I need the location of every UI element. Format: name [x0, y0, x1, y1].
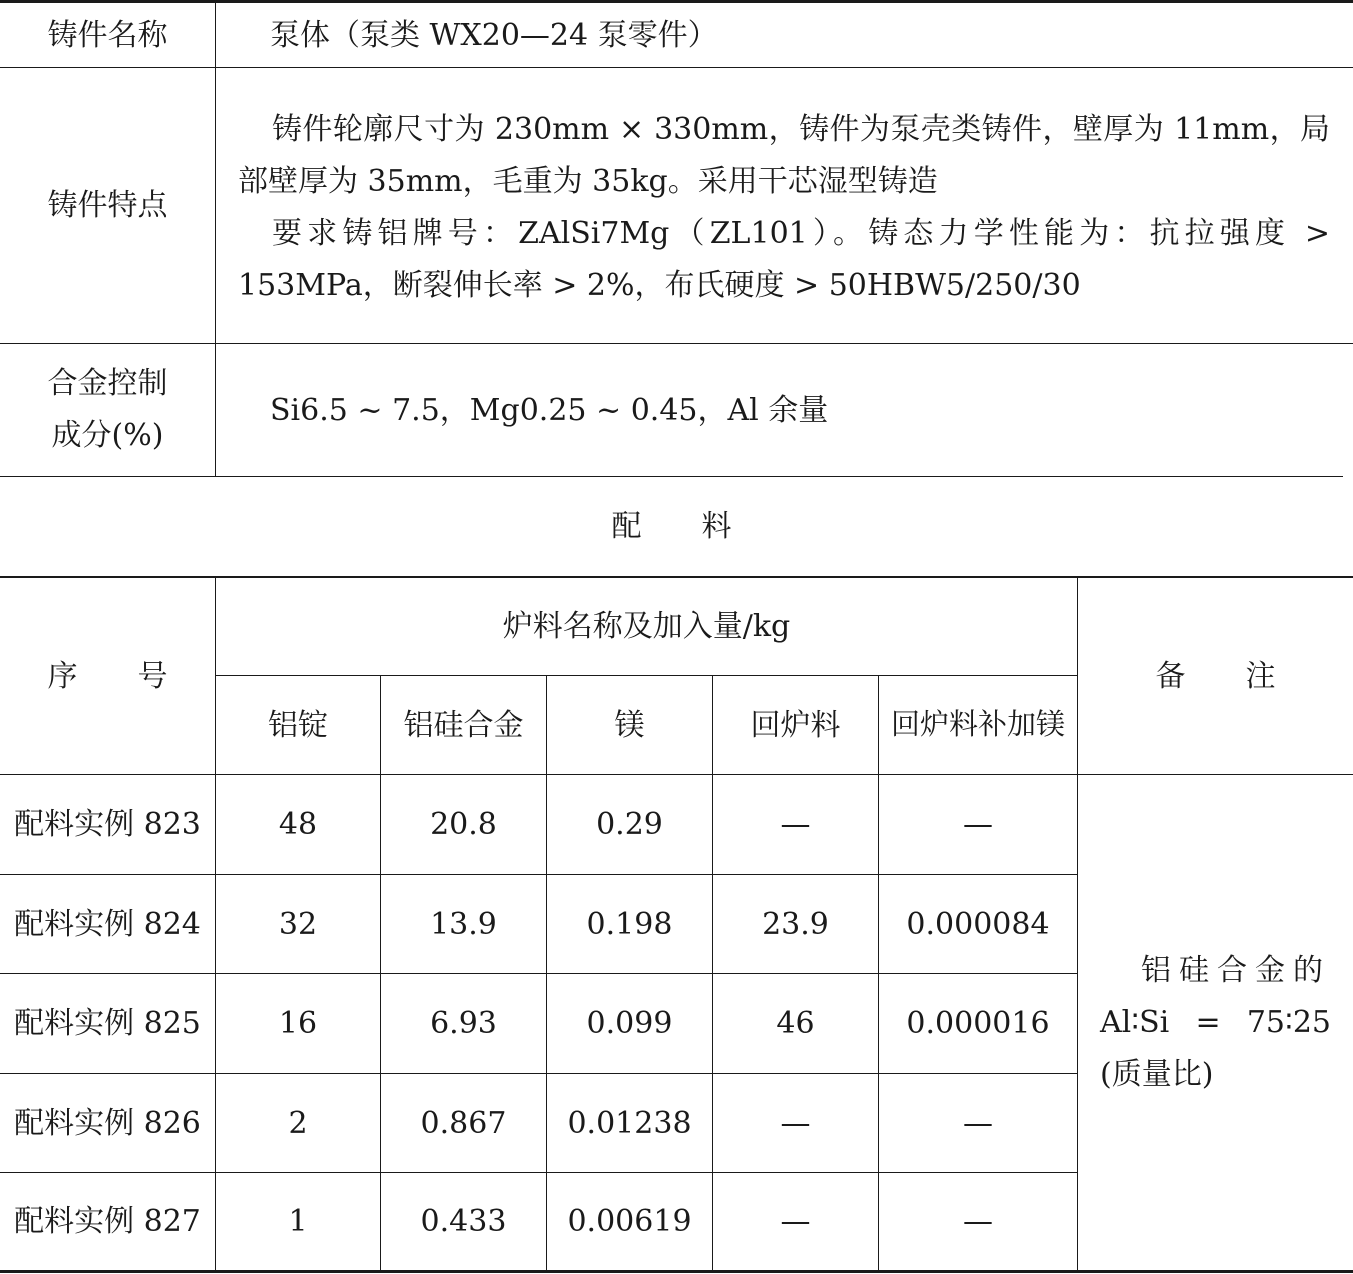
table-cell: 0.867 [420, 1105, 507, 1141]
header-index: 序 号 [47, 658, 168, 694]
casting-features-label: 铸件特点 [47, 188, 168, 223]
note-line-1: 铝硅合金的 [1141, 952, 1331, 988]
table-cell: 2 [288, 1105, 308, 1141]
header-note: 备 注 [1155, 658, 1276, 694]
casting-features-paragraph-2: 要求铸铝牌号：ZAlSi7Mg（ZL101）。铸态力学性能为：抗拉强度 > 153MPa，断裂伸长率 > 2%，布氏硬度 > 50HBW5/250/30 [238, 216, 1330, 303]
column-header: 回炉料 [750, 707, 841, 743]
casting-name-value: 泵体（泵类 WX20—24 泵零件） [270, 17, 718, 53]
table-cell: — [963, 1204, 993, 1239]
composition-label [0, 344, 215, 476]
row-id: 配料实例 827 [14, 1204, 201, 1239]
table-cell: — [780, 1105, 811, 1141]
section-title: 配 料 [611, 509, 732, 544]
table-cell: 0.198 [586, 906, 673, 942]
table-cell: 32 [278, 906, 318, 942]
column-header: 铝锭 [268, 707, 328, 743]
composition-label-line-2: 成分(%) [51, 418, 164, 453]
note-cell [1078, 775, 1353, 1270]
table-cell: — [780, 1204, 811, 1239]
note-line-3: (质量比) [1100, 1056, 1214, 1092]
table-cell: 48 [278, 807, 318, 842]
table-cell: 0.29 [596, 807, 663, 842]
column-header: 镁 [614, 707, 645, 743]
table-cell: 0.000016 [906, 1006, 1050, 1041]
row-id: 配料实例 826 [14, 1105, 201, 1141]
table-cell: 1 [288, 1204, 308, 1239]
rule-bottom [0, 1270, 1353, 1273]
casting-features-paragraph-1: 铸件轮廓尺寸为 230mm × 330mm，铸件为泵壳类铸件，壁厚为 11mm，局部壁厚为 35mm，毛重为 35kg。采用干芯湿型铸造 [238, 112, 1330, 199]
table-cell: 23.9 [762, 906, 829, 942]
table-cell: 0.000084 [906, 906, 1050, 942]
table-cell: 6.93 [430, 1006, 497, 1041]
table-cell: 13.9 [430, 906, 497, 942]
column-header: 回炉料补加镁 [890, 707, 1065, 742]
table-cell: 20.8 [430, 807, 497, 842]
table-cell: 0.433 [420, 1204, 507, 1239]
table-cell: 0.099 [586, 1006, 673, 1041]
table-cell: 0.01238 [567, 1105, 692, 1141]
row-id: 配料实例 824 [14, 906, 201, 942]
table-cell: — [963, 1105, 993, 1141]
composition-value: Si6.5 ~ 7.5，Mg0.25 ~ 0.45，Al 余量 [270, 392, 829, 428]
header-charge-materials: 炉料名称及加入量/kg [502, 609, 791, 644]
rule [215, 0, 216, 476]
casting-name-label: 铸件名称 [47, 17, 168, 53]
column-header: 铝硅合金 [403, 707, 524, 743]
table-cell: — [963, 807, 993, 842]
table-cell: 0.00619 [567, 1204, 692, 1239]
composition-label-line-1: 合金控制 [47, 366, 168, 401]
row-id: 配料实例 823 [14, 807, 201, 842]
row-id: 配料实例 825 [14, 1006, 201, 1041]
table-cell: — [780, 807, 811, 842]
table-cell: 46 [776, 1006, 815, 1041]
note-line-2: Al∶Si = 75∶25 [1100, 1004, 1331, 1040]
table-cell: 16 [278, 1006, 318, 1041]
